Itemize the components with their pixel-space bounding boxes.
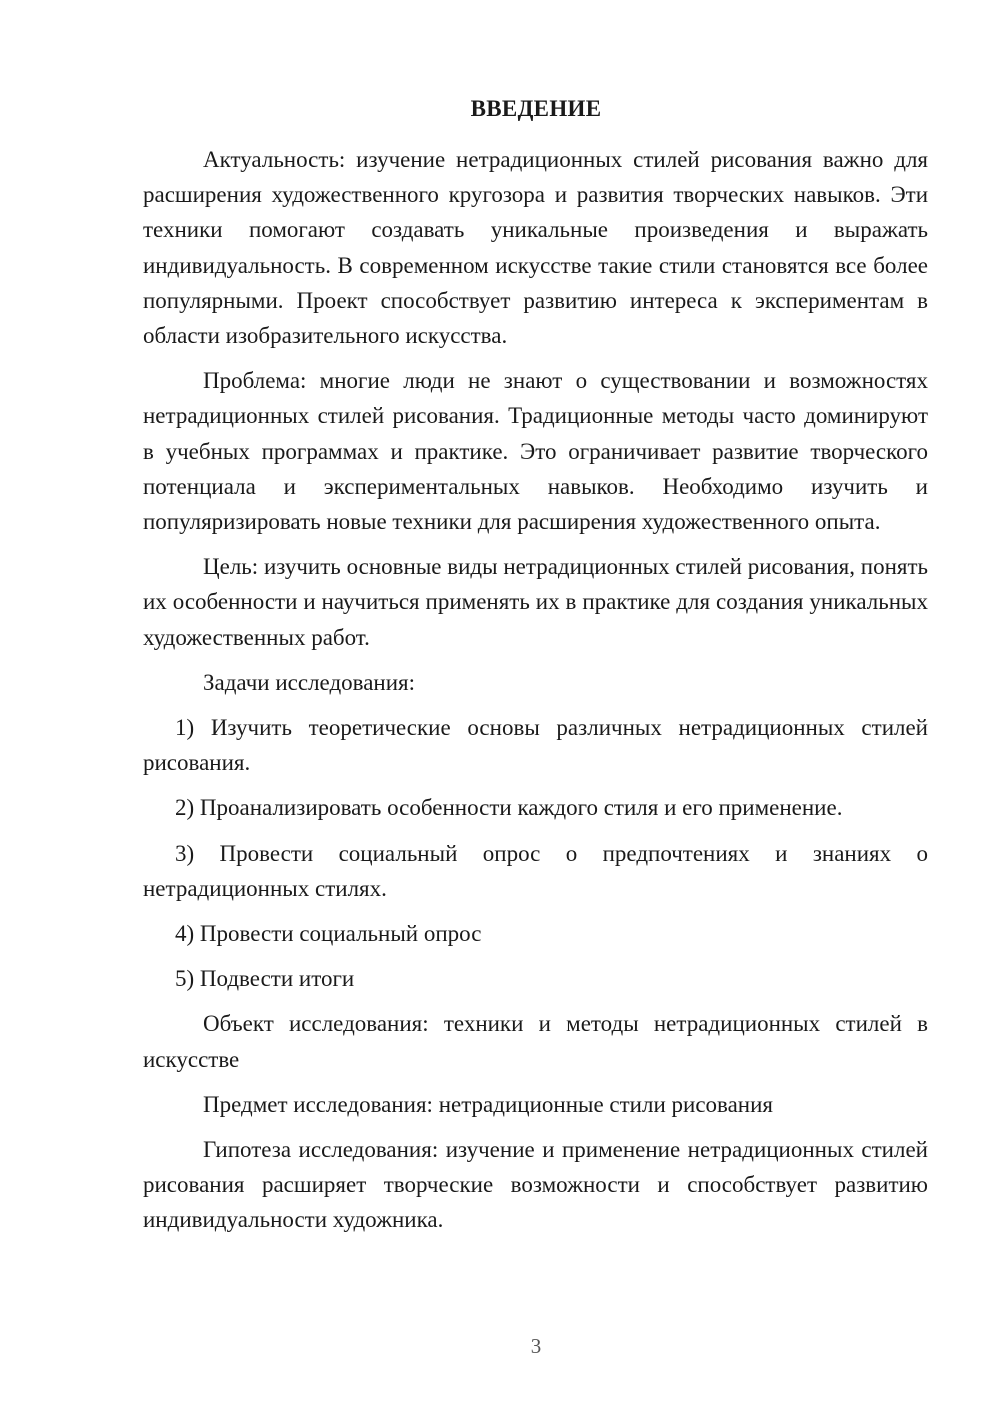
body-text	[143, 142, 928, 1248]
task-item-2: 2) Проанализировать особенности каждого стиля и его применение.	[175, 795, 843, 821]
paragraph-tasks-heading: Задачи исследования:	[203, 669, 416, 695]
section-heading: ВВЕДЕНИЕ	[470, 96, 602, 121]
task-item-1: 1) Изучить теоретические основы различных нетрадиционных стилей рисования.	[143, 715, 928, 776]
page-number: 3	[530, 1334, 542, 1358]
paragraph-relevance: Актуальность: изучение нетрадиционных стилей рисования важно для расширения художественного кругозора и развития творческих навыков. Эти техники помогают создавать уникальные произведения и выражать индивидуальность. В современном искусстве такие стили становятся все более популярными. Проект способствует развитию интереса к экспериментам в области изобразительного искусства.	[143, 147, 928, 349]
paragraph-goal: Цель: изучить основные виды нетрадиционных стилей рисования, понять их особенности и научиться применять их в практике для создания уникальных художественных работ.	[143, 554, 928, 650]
paragraph-object: Объект исследования: техники и методы нетрадиционных стилей в искусстве	[143, 1011, 928, 1072]
paragraph-hypothesis: Гипотеза исследования: изучение и применение нетрадиционных стилей рисования расширяет творческие возможности и способствует развитию индивидуальности художника.	[143, 1137, 928, 1233]
paragraph-problem: Проблема: многие люди не знают о существовании и возможностях нетрадиционных стилей рисования. Традиционные методы часто доминируют в учебных программах и практике. Это ограничивает развитие творческого потенциала и экспериментальных навыков. Необходимо изучить и популяризировать новые техники для расширения художественного опыта.	[143, 368, 928, 535]
task-item-5: 5) Подвести итоги	[175, 966, 355, 992]
task-item-3: 3) Провести социальный опрос о предпочтениях и знаниях о нетрадиционных стилях.	[143, 840, 928, 901]
task-item-4: 4) Провести социальный опрос	[175, 921, 482, 947]
paragraph-subject: Предмет исследования: нетрадиционные стили рисования	[203, 1091, 773, 1117]
